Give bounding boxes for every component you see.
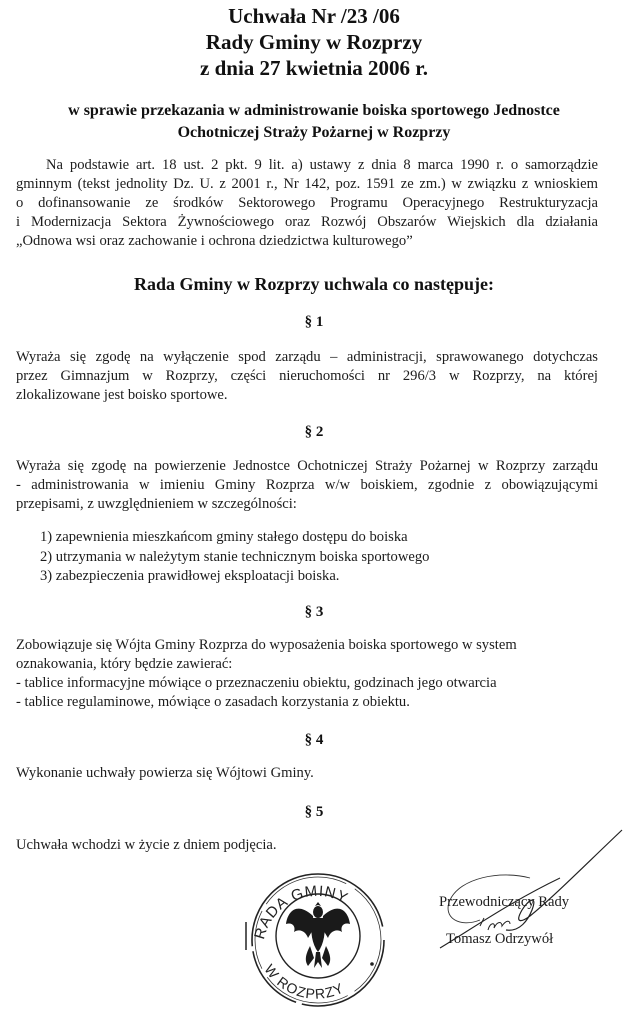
resolution-heading: Rada Gminy w Rozprzy uchwala co następuje:: [134, 274, 494, 294]
resolution-subject: [10, 100, 618, 144]
signer-name: Tomasz Odrzywół: [446, 931, 554, 947]
section-line: zlokalizowane jest boisko sportowe.: [16, 387, 228, 403]
section-2-list: [40, 528, 429, 587]
section-1-text: [16, 348, 598, 405]
preamble-line: Na podstawie art. 18 ust. 2 pkt. 9 lit. a) ustawy z dnia 8 marca 1990 r. o samorządzie: [46, 157, 598, 173]
section-line: przepisami, z uwzględnieniem w szczególności:: [16, 496, 297, 512]
signer-role: Przewodniczący Rady: [439, 894, 570, 910]
section-line: Wyraża się zgodę na powierzenie Jednostce Ochotniczej Straży Pożarnej w Rozprzy zarządu: [16, 458, 598, 474]
list-item: 2) utrzymania w należytym stanie technicznym boiska sportowego: [40, 548, 430, 565]
section-line: Wyraża się zgodę na wyłączenie spod zarządu – administracji, sprawowanego dotychczas: [16, 349, 598, 365]
title-council: Rady Gminy w Rozprzy: [205, 30, 423, 54]
document-title: [0, 3, 628, 81]
section-line: Zobowiązuje się Wójta Gminy Rozprza do wyposażenia boiska sportowego w system: [16, 637, 517, 653]
stamp-text-top: RADA GMINY: [251, 882, 351, 942]
list-item: 1) zapewnienia mieszkańcom gminy stałego dostępu do boiska: [40, 529, 408, 545]
section-line: - tablice informacyjne mówiące o przeznaczeniu obiektu, godzinach jego otwarcia: [16, 675, 497, 691]
section-line: - tablice regulaminowe, mówiące o zasadach korzystania z obiektu.: [16, 694, 410, 710]
preamble-line: „Odnowa wsi oraz zachowanie i ochrona dziedzictwa kulturowego”: [16, 233, 413, 249]
preamble-line: gminnym (tekst jednolity Dz. U. z 2001 r., Nr 142, poz. 1591 ze zm.) w związku z wnioskiem: [16, 176, 598, 192]
stamp-text-bottom: W ROZPRZY: [261, 961, 347, 1002]
section-line: przez Gimnazjum w Rozprzy, części nieruchomości nr 296/3 w Rozprzy, na której: [16, 368, 598, 384]
preamble-line: i Modernizacja Sektora Żywnościowego oraz Rozwój Obszarów Wiejskich dla działania: [16, 214, 598, 230]
title-resolution-number: Uchwała Nr /23 /06: [228, 4, 400, 28]
section-5-text: Uchwała wchodzi w życie z dniem podjęcia.: [16, 837, 277, 853]
section-1-mark: § 1: [304, 314, 324, 330]
title-date: z dnia 27 kwietnia 2006 r.: [200, 56, 428, 80]
preamble-line: o dofinansowanie ze środków Sektorowego Programu Operacyjnego Restrukturyzacja: [16, 195, 598, 211]
section-4-mark: § 4: [304, 732, 324, 748]
section-5-mark: § 5: [304, 804, 324, 820]
subject-line: Ochotniczej Straży Pożarnej w Rozprzy: [177, 124, 451, 141]
subject-line: w sprawie przekazania w administrowanie boiska sportowego Jednostce: [68, 102, 560, 119]
section-line: - administrowania w imieniu Gminy Rozprza w/w boiskiem, zgodnie z obowiązującymi: [16, 477, 598, 493]
council-stamp: [236, 862, 396, 1012]
section-2-text: [16, 457, 598, 514]
preamble: [16, 156, 598, 251]
section-3-mark: § 3: [304, 604, 324, 620]
section-3-text: [16, 636, 517, 712]
list-item: 3) zabezpieczenia prawidłowej eksploatacji boiska.: [40, 568, 340, 584]
section-4-text: Wykonanie uchwały powierza się Wójtowi Gminy.: [16, 765, 314, 781]
section-line: oznakowania, który będzie zawierać:: [16, 656, 233, 672]
eagle-emblem-icon: [286, 902, 350, 968]
section-2-mark: § 2: [304, 424, 324, 440]
